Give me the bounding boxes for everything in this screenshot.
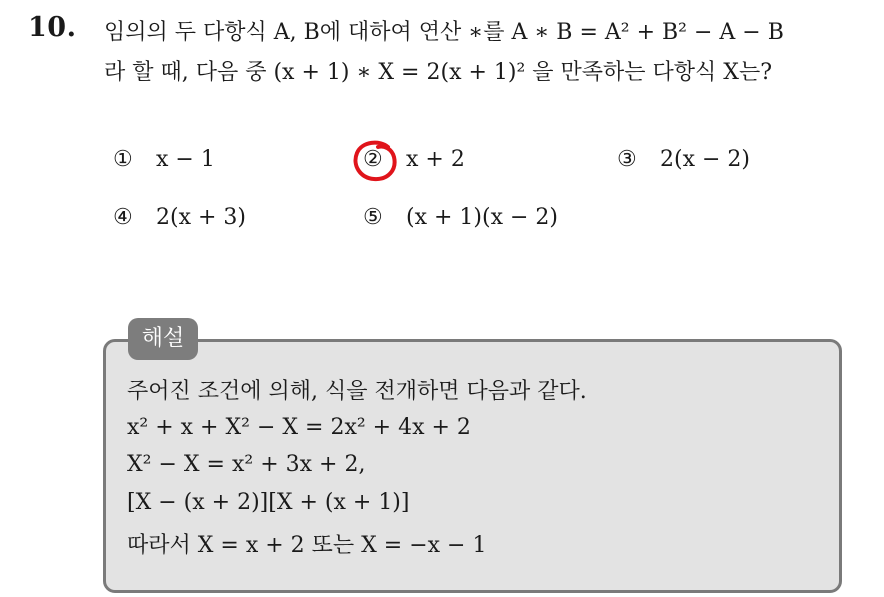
- explanation-line-4: [X − (x + 2)][X + (x + 1)]: [127, 490, 410, 515]
- answer-circle-mark: [350, 138, 404, 184]
- choice-5-expression: (x + 1)(x − 2): [406, 205, 558, 230]
- choice-2-expression: x + 2: [406, 147, 465, 172]
- explanation-line-3: X² − X = x² + 3x + 2,: [127, 452, 366, 477]
- choice-1[interactable]: [113, 147, 215, 172]
- choice-3-expression: 2(x − 2): [660, 147, 750, 172]
- explanation-line-5: 따라서 X = x + 2 또는 X = −x − 1: [127, 533, 487, 558]
- question-number: 10.: [28, 12, 77, 43]
- choice-2-number: ②: [363, 147, 383, 172]
- choice-3[interactable]: [617, 147, 750, 172]
- explanation-line-2: x² + x + X² − X = 2x² + 4x + 2: [127, 415, 471, 440]
- choice-4[interactable]: [113, 205, 246, 230]
- choice-1-number: ①: [113, 147, 133, 172]
- choice-4-number: ④: [113, 205, 133, 230]
- choice-4-expression: 2(x + 3): [156, 205, 246, 230]
- choice-5[interactable]: [363, 205, 558, 230]
- question-text-line-1: 임의의 두 다항식 A, B에 대하여 연산 ∗를 A ∗ B = A² + B² − A − B: [104, 20, 784, 45]
- choice-3-number: ③: [617, 147, 637, 172]
- answer-circle-stroke: [356, 143, 395, 179]
- explanation-line-1: 주어진 조건에 의해, 식을 전개하면 다음과 같다.: [127, 379, 587, 404]
- explanation-tag: 해설: [128, 318, 198, 360]
- question-text-line-2: 라 할 때, 다음 중 (x + 1) ∗ X = 2(x + 1)² 을 만족하는 다항식 X는?: [104, 60, 772, 85]
- choice-5-number: ⑤: [363, 205, 383, 230]
- choice-1-expression: x − 1: [156, 147, 215, 172]
